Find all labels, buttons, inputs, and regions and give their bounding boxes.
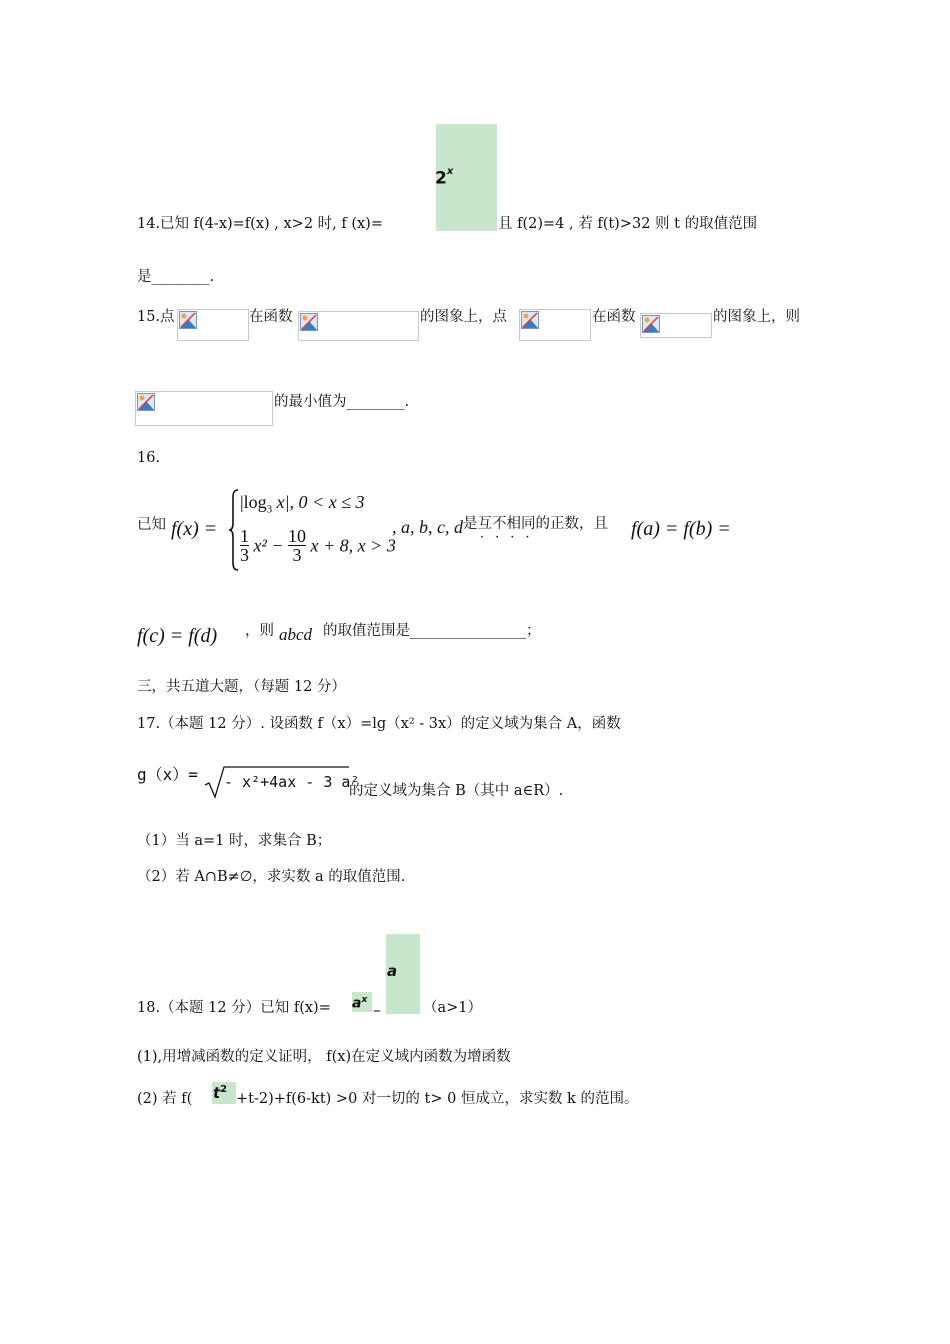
q14-line1-prefix: 14.已知 f(4-x)=f(x) , x>2 时, f (x)= — [137, 216, 383, 232]
q16-f-lhs: f(x) = — [171, 518, 218, 540]
q14-line2: 是________. — [137, 269, 215, 285]
formula-ax: $a^x$ — [352, 995, 368, 1012]
q15-text-2: 的图象上，点 — [420, 309, 507, 325]
broken-image-function-1 — [298, 311, 419, 341]
formula-2x: 2$^x$ — [435, 166, 454, 189]
q16-mid-text: 是互不相同的正数，且 — [463, 516, 608, 532]
q16-line2-mid: ，则 — [245, 623, 274, 639]
q16-case1: $|\log_3$ x|, 0 < x ≤ 3 — [240, 492, 365, 516]
q18-prefix: 18.（本题 12 分）已知 f(x)= — [137, 1000, 331, 1016]
broken-image-icon — [300, 313, 318, 331]
q17-g-radicand: - x²+4ax - 3 a² — [224, 773, 360, 791]
q15-text-4: 的图象上，则 — [713, 309, 800, 325]
q16-prefix: 已知 — [137, 517, 166, 533]
q16-fa-fb: f(a) = f(b) = — [631, 518, 731, 540]
q15-text-1: 在函数 — [249, 309, 293, 325]
q18-part2-post: +t-2)+f(6-kt) >0 对一切的 t> 0 恒成立，求实数 k 的范围。 — [236, 1091, 639, 1107]
broken-image-icon — [642, 315, 660, 333]
q17-line2-rest: 的定义域为集合 B（其中 a∈R）. — [349, 783, 564, 799]
fraction-numerator-a: a — [387, 962, 398, 980]
q14-line1-mid: 且 f(2)=4 , 若 f(t)>32 则 t 的取值范围 — [498, 216, 758, 232]
broken-image-point-b — [519, 309, 591, 341]
q17-part2: （2）若 A∩B≠∅，求实数 a 的取值范围. — [137, 869, 406, 885]
q17-g-formula: g（x）= — [137, 765, 198, 784]
q18-suffix: （a>1） — [423, 1000, 483, 1016]
q15-text-3: 在函数 — [592, 309, 636, 325]
q18-part2-pre: (2) 若 f( — [137, 1091, 193, 1107]
q18-minus: – — [373, 1000, 381, 1019]
q17-line1: 17.（本题 12 分）. 设函数 f（x）=lg（x² - 3x）的定义域为集合 A，函数 — [137, 716, 621, 732]
q16-abcd: abcd — [279, 625, 313, 644]
broken-image-icon — [521, 311, 539, 329]
q16-line2-end: 的取值范围是________________； — [323, 623, 541, 639]
emphasis-dots: ···· — [480, 530, 541, 545]
q15-num: 15.点 — [137, 309, 175, 325]
q17-part1: （1）当 a=1 时，求集合 B； — [137, 833, 332, 849]
q16-vars: , a, b, c, d — [392, 517, 463, 537]
q18-part1: (1),用增减函数的定义证明， f(x)在定义域内函数为增函数 — [137, 1049, 511, 1065]
broken-image-icon — [179, 311, 197, 329]
broken-image-point-a — [177, 309, 249, 341]
q16-num: 16. — [137, 450, 161, 466]
section-heading: 三，共五道大题，（每题 12 分） — [137, 679, 346, 695]
broken-image-icon — [137, 393, 155, 411]
q16-case2: $\frac{1}{3}$ x² − $\frac{10}{3}$ x + 8, x > 3 — [240, 526, 396, 565]
piecewise-brace — [228, 489, 240, 571]
q16-fc-fd: f(c) = f(d) — [137, 625, 218, 647]
q15-line2: 的最小值为________. — [274, 394, 410, 410]
broken-image-expression — [135, 391, 273, 426]
broken-image-function-2 — [640, 313, 712, 338]
formula-t2: $t^2$ — [213, 1084, 228, 1102]
